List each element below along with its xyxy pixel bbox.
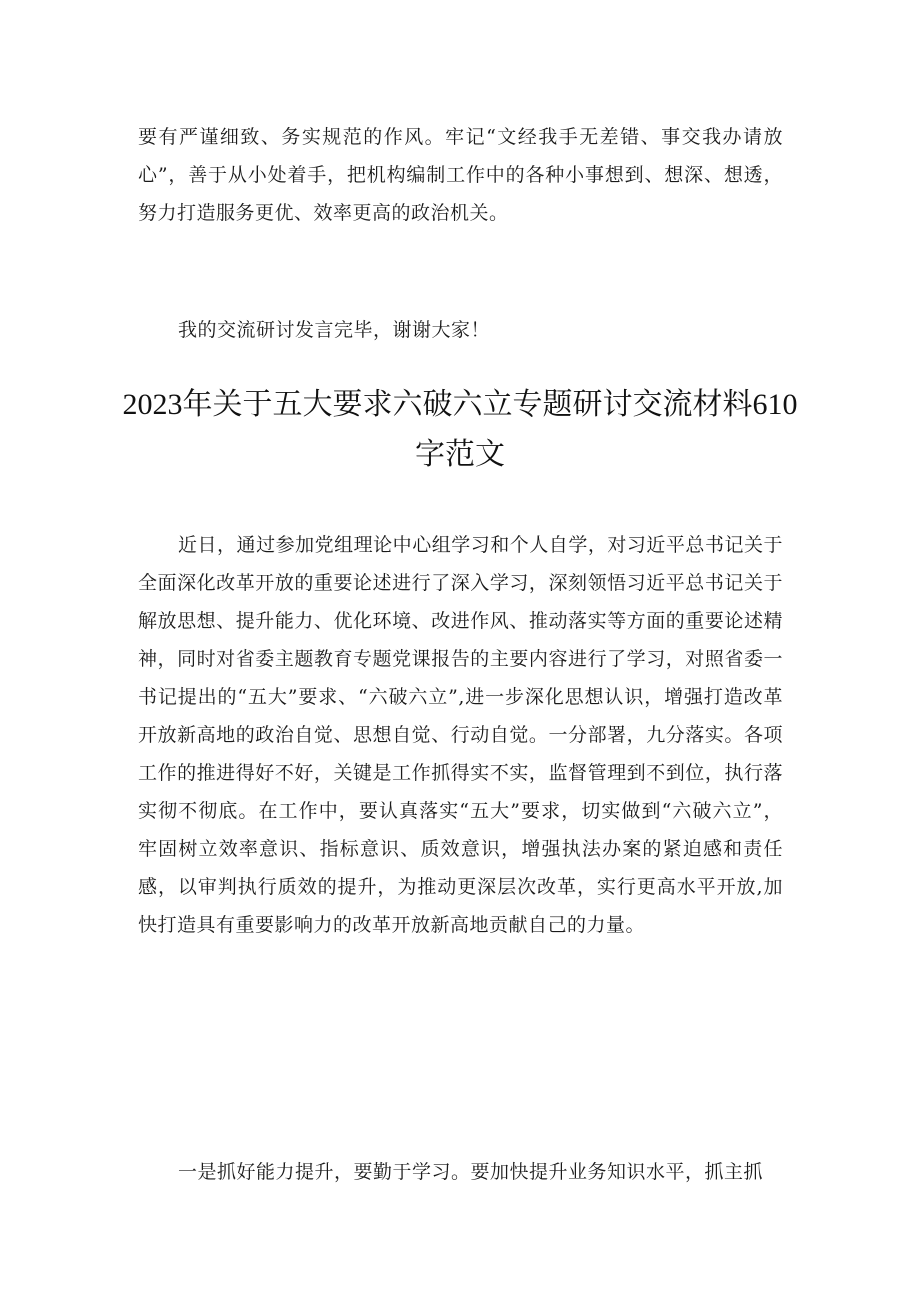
paragraph-body-point-one: 一是抓好能力提升，要勤于学习。要加快提升业务知识水平，抓主抓 bbox=[178, 1161, 764, 1183]
paragraph-closing-style: 要有严谨细致、务实规范的作风。牢记“文经我手无差错、事交我办请放心”，善于从小处着手，把机构编制工作中的各种小事想到、想深、想透，努力打造服务更优、效率更高的政治机关。 bbox=[138, 126, 783, 224]
document-title: 2023年关于五大要求六破六立专题研讨交流材料610字范文 bbox=[122, 388, 798, 471]
paragraph-body-intro: 近日，通过参加党组理论中心组学习和个人自学，对习近平总书记关于全面深化改革开放的重要论述进行了深入学习，深刻领悟习近平总书记关于解放思想、提升能力、优化环境、改进作风、推动落实等方面的重要论述精神，同时对省委主题教育专题党课报告的主要内容进行了学习，对照省委一书记提出的“五大”要求、“六破六立”,进一步深化思想认识，增强打造改革开放新高地的政治自觉、思想自觉、行动自觉。一分部署，九分落实。各项工作的推进得好不好，关键是工作抓得实不实，监督管理到不到位，执行落实彻不彻底。在工作中，要认真落实“五大”要求，切实做到“六破六立”，牢固树立效率意识、指标意识、质效意识，增强执法办案的紧迫感和责任感，以审判执行质效的提升，为推动更深层次改革，实行更高水平开放,加快打造具有重要影响力的改革开放新高地贡献自己的力量。 bbox=[138, 534, 783, 936]
paragraph-closing-remark: 我的交流研讨发言完毕，谢谢大家！ bbox=[178, 319, 491, 341]
